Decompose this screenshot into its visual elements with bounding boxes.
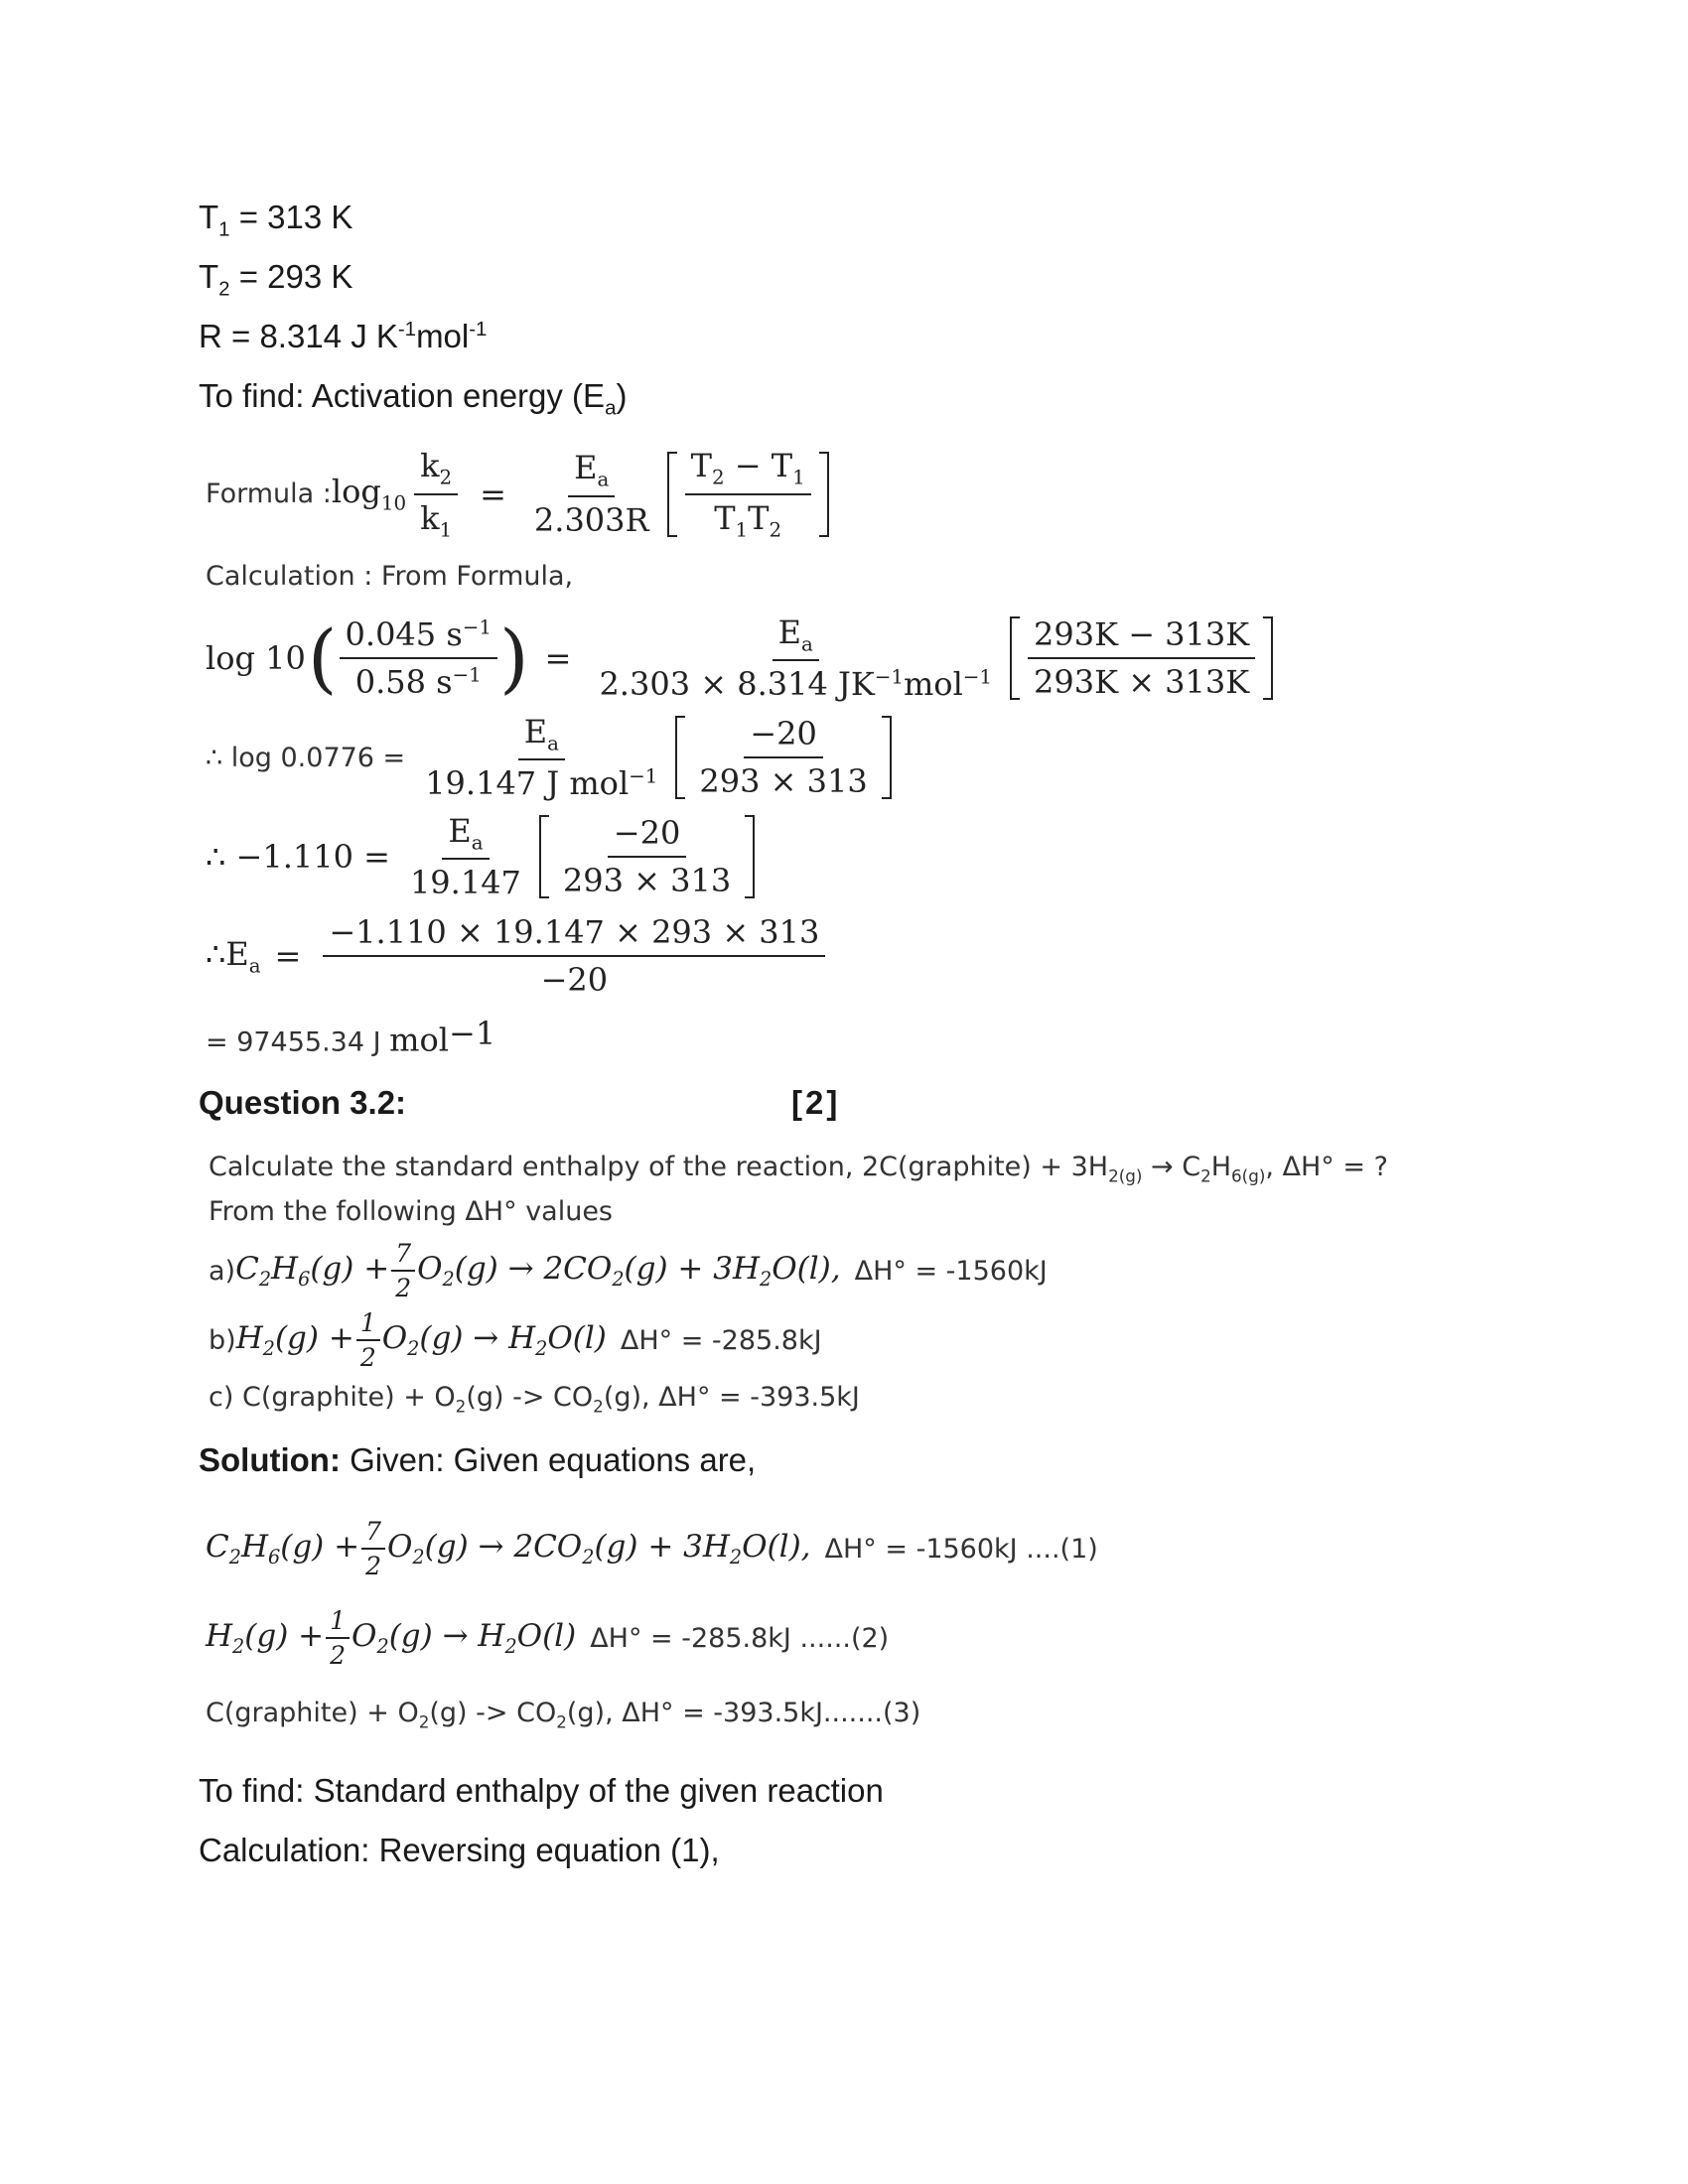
question-equation-b: b) $H_2(g)$ + $\frac{1}{2}$ $O_2(g) \to H_2O(l)$ ΔH° = -285.8kJ: [209, 1308, 822, 1372]
question-intro: Calculate the standard enthalpy of the reaction, 2C(graphite) + $3H_{2(g)} \to C_2H_{6(g)}$, ΔH° = ?: [209, 1152, 1388, 1186]
calc-line-2: ∴ log 0.0776 = $\frac{E_a}{19.147 J mol^{-1}}$ $\frac{-20}{293 \times 313}$: [206, 713, 896, 802]
formula-line: Formula : $\log_{10}$ $\frac{k_2}{k_1}$ = $\frac{E_a}{2.303R}$ $\frac{T_2 - T_1}{T_1T_2}$: [206, 447, 833, 541]
to-find-activation-energy: To find: Activation energy $(E_a)$: [199, 377, 628, 420]
solution-equation-2: $H_2(g)$ + $\frac{1}{2}$ $O_2(g) \to H_2O(l)$ ΔH° = -285.8kJ ......(2): [206, 1606, 890, 1670]
solution-equation-3: C(graphite) + $O_2(g) -> CO_2(g)$, ΔH° = -393.5kJ.......(3): [206, 1698, 921, 1732]
question-equation-a: a) $C_2H_6(g)$ + $\frac{7}{2}$ $O_2(g) \to 2CO_2(g) + 3H_2O(l)$, ΔH° = -1560kJ: [209, 1239, 1048, 1302]
question-marks: [2]: [791, 1084, 841, 1121]
solution-equation-1: $C_2H_6(g)$ + $\frac{7}{2}$ $O_2(g) \to 2CO_2(g) + 3H_2O(l)$, ΔH° = -1560kJ ....(1): [206, 1517, 1098, 1580]
calculation-label: Calculation : From Formula,: [206, 561, 574, 592]
calculation-reversing: Calculation: Reversing equation (1),: [199, 1832, 720, 1868]
given-t1: $T_1 = 313$ K: [199, 199, 353, 241]
to-find-standard-enthalpy: To find: Standard enthalpy of the given reaction: [199, 1772, 884, 1809]
solution-heading: Solution: Given: Given equations are,: [199, 1441, 757, 1478]
activation-energy-result: = 97455.34 J mol$^{-1}$: [206, 1015, 496, 1059]
given-t2: $T_2 = 293$ K: [199, 258, 353, 301]
given-r: R = 8.314 J $K^{-1}mol^{-1}$: [199, 318, 488, 354]
question-from-values: From the following ΔH° values: [209, 1196, 614, 1227]
calc-line-4: $\therefore E_a$ = $\frac{-1.110 \times 19.147 \times 293 \times 313}{-20}$: [206, 911, 833, 1001]
question-equation-c: c) C(graphite) + $O_2(g) -> CO_2(g)$, ΔH° = -393.5kJ: [209, 1382, 860, 1417]
question-title: Question 3.2:: [199, 1084, 407, 1121]
calc-line-3: ∴ −1.110 = $\frac{E_a}{19.147}$ $\frac{-20}{293 \times 313}$: [206, 812, 759, 901]
calc-line-1: log 10 ( $\frac{0.045 s^{-1}}{0.58 s^{-1}}$ ) = $\frac{E_a}{2.303 \times 8.314 JK^{-1}mol^{-1}}$ $\frac{293K - 313K}{293K \times 313K}$: [206, 614, 1277, 703]
